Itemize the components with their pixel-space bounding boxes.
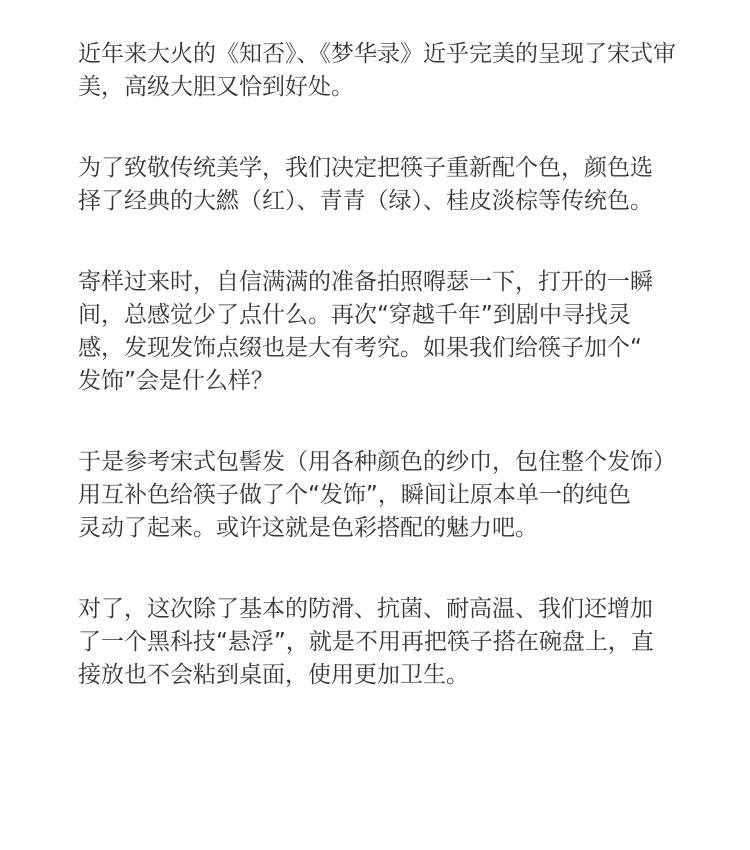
paragraph-line: 寄样过来时，自信满满的准备拍照嘚瑟一下，打开的一瞬: [78, 269, 653, 295]
paragraph-line: 为了致敬传统美学，我们决定把筷子重新配个色，颜色选: [78, 155, 653, 181]
paragraph-5: [78, 593, 678, 692]
paragraph-line: 感，发现发饰点缀也是大有考究。如果我们给筷子加个“: [78, 335, 642, 361]
article-body: [78, 38, 678, 740]
paragraph-line: 灵动了起来。或许这就是色彩搭配的魅力吧。: [78, 515, 538, 541]
paragraph-3: [78, 266, 678, 398]
paragraph-line: 择了经典的大繎（红）、青青（绿）、桂皮淡棕等传统色。: [78, 188, 653, 214]
paragraph-2: [78, 152, 678, 218]
paragraph-line: 发饰”会是什么样？: [78, 368, 274, 394]
paragraph-line: 接放也不会粘到桌面，使用更加卫生。: [78, 662, 469, 688]
paragraph-line: 间，总感觉少了点什么。再次“穿越千年”到剧中寻找灵: [78, 302, 631, 328]
paragraph-line: 对了，这次除了基本的防滑、抗菌、耐高温、我们还增加: [78, 596, 653, 622]
paragraph-line: 了一个黑科技“悬浮”，就是不用再把筷子搭在碗盘上，直: [78, 629, 654, 655]
paragraph-4: [78, 446, 678, 545]
paragraph-line: 用互补色给筷子做了个“发饰”，瞬间让原本单一的纯色: [78, 482, 631, 508]
paragraph-1: [78, 38, 678, 104]
paragraph-line: 近年来大火的《知否》、《梦华录》近乎完美的呈现了宋式审: [78, 41, 676, 67]
paragraph-line: 美，高级大胆又恰到好处。: [78, 74, 354, 100]
paragraph-line: 于是参考宋式包髻发（用各种颜色的纱巾，包住整个发饰）: [78, 449, 676, 475]
